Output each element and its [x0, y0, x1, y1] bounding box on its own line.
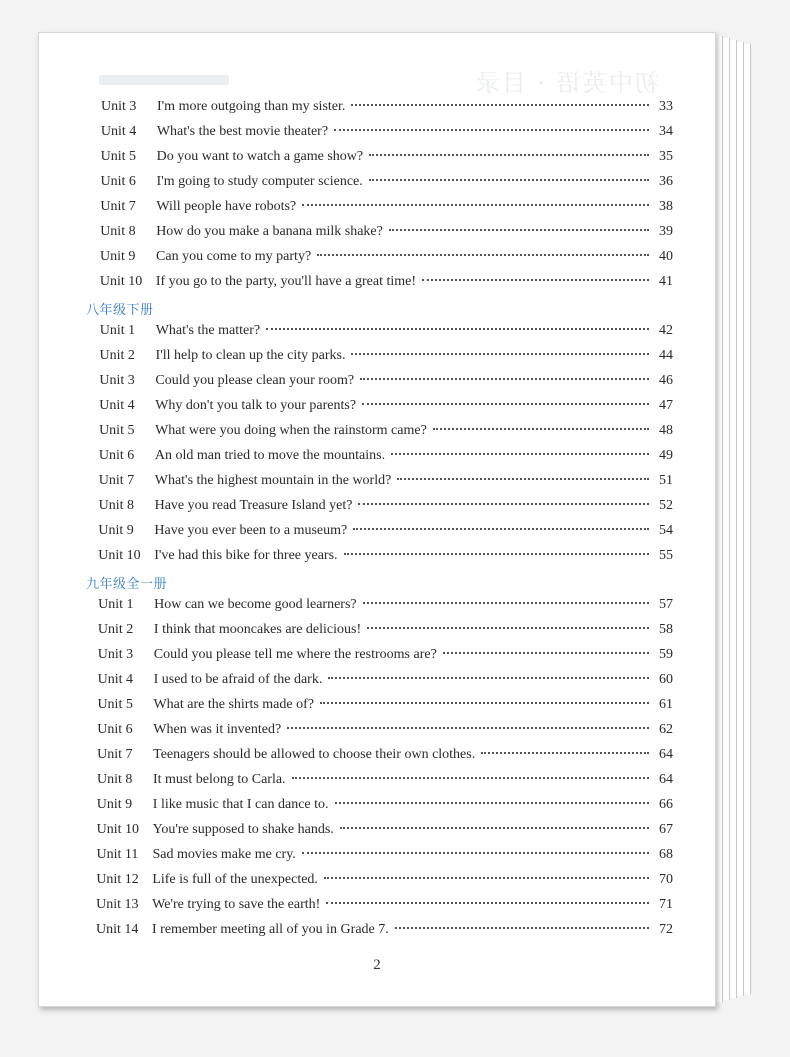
toc-leader-dots: [292, 776, 649, 779]
toc-unit-title: We're trying to save the earth!: [152, 897, 321, 912]
toc-page-number: 64: [658, 772, 673, 787]
toc-page-number: 38: [658, 199, 673, 214]
toc-leader-dots: [363, 601, 649, 604]
toc-unit-title: You're supposed to shake hands.: [152, 822, 334, 837]
toc-row: [97, 822, 673, 844]
toc-row: [98, 597, 673, 619]
toc-unit-label: Unit 11: [96, 847, 139, 862]
toc-unit-label: Unit 6: [100, 174, 136, 189]
toc-unit-label: Unit 10: [96, 822, 140, 837]
toc-unit-title: Teenagers should be allowed to choose their own clothes.: [153, 747, 476, 762]
toc-row: [97, 772, 673, 794]
toc-unit-label: Unit 9: [96, 797, 133, 812]
toc-unit-title: How do you make a banana milk shake?: [156, 224, 383, 239]
toc-page-number: 39: [658, 224, 673, 239]
toc-row: [97, 747, 673, 769]
toc-page-number: 47: [658, 398, 673, 413]
toc-leader-dots: [369, 178, 649, 181]
toc-leader-dots: [367, 626, 649, 629]
toc-unit-label: Unit 13: [96, 897, 139, 912]
toc-unit-label: Unit 6: [97, 722, 133, 737]
toc-unit-label: Unit 7: [100, 199, 136, 214]
toc-row: [96, 847, 673, 869]
toc-leader-dots: [287, 726, 649, 729]
toc-row: [100, 323, 673, 345]
toc-leader-dots: [358, 502, 649, 505]
section-heading: 九年级全一册: [86, 577, 168, 592]
toc-unit-title: I remember meeting all of you in Grade 7.: [152, 922, 389, 937]
toc-row: [98, 523, 673, 545]
toc-unit-label: Unit 4: [99, 398, 135, 413]
toc-unit-title: I used to be afraid of the dark.: [153, 672, 323, 687]
toc-unit-label: Unit 8: [100, 224, 136, 239]
page-stack-edge: [723, 38, 730, 1000]
toc-unit-label: Unit 7: [97, 747, 133, 762]
toc-unit-title: Sad movies make me cry.: [152, 847, 296, 862]
toc-page-number: 35: [658, 149, 673, 164]
toc-leader-dots: [397, 477, 649, 480]
toc-unit-label: Unit 3: [99, 373, 135, 388]
toc-unit-label: Unit 7: [98, 473, 135, 488]
toc-leader-dots: [334, 128, 649, 131]
toc-page-number: 59: [658, 647, 673, 662]
toc-page-number: 41: [658, 274, 673, 289]
toc-leader-dots: [324, 876, 649, 879]
toc-page-number: 62: [658, 722, 673, 737]
toc-unit-title: I'm more outgoing than my sister.: [157, 99, 346, 114]
toc-leader-dots: [320, 701, 649, 704]
toc-row: [97, 797, 673, 819]
toc-row: [99, 398, 673, 420]
toc-unit-label: Unit 6: [98, 448, 135, 463]
toc-row: [99, 473, 673, 495]
toc-page-number: 58: [658, 622, 673, 637]
toc-unit-label: Unit 1: [99, 323, 136, 338]
toc-unit-label: Unit 4: [100, 124, 137, 139]
toc-leader-dots: [326, 901, 649, 904]
toc-leader-dots: [443, 651, 649, 654]
toc-page-number: 44: [658, 348, 673, 363]
toc-page-number: 66: [658, 797, 673, 812]
toc-unit-title: I'll help to clean up the city parks.: [155, 348, 346, 363]
toc-unit-title: Why don't you talk to your parents?: [155, 398, 357, 413]
toc-unit-label: Unit 9: [100, 249, 136, 264]
toc-unit-label: Unit 10: [98, 548, 141, 563]
toc-unit-title: It must belong to Carla.: [152, 772, 286, 787]
toc-leader-dots: [344, 552, 649, 555]
toc-page-number: 46: [658, 373, 673, 388]
toc-leader-dots: [391, 452, 649, 455]
toc-row: [98, 622, 673, 644]
toc-unit-title: Have you read Treasure Island yet?: [154, 498, 353, 513]
header-bleed-through: [99, 61, 699, 95]
toc-unit-label: Unit 2: [99, 348, 135, 363]
toc-row: [100, 274, 673, 296]
toc-page-number: 57: [658, 597, 673, 612]
toc-page-number: 33: [659, 99, 673, 114]
toc-leader-dots: [395, 926, 649, 929]
toc-row: [97, 697, 673, 719]
toc-leader-dots: [335, 801, 649, 804]
toc-row: [101, 149, 673, 171]
toc-unit-label: Unit 1: [98, 597, 134, 612]
toc-row: [100, 224, 673, 246]
page-stack-edge: [737, 42, 744, 996]
toc-page-number: 36: [658, 174, 673, 189]
toc-unit-label: Unit 2: [97, 622, 134, 637]
toc-row: [99, 498, 673, 520]
toc-unit-label: Unit 3: [101, 99, 137, 114]
toc-unit-label: Unit 14: [96, 922, 139, 937]
toc-leader-dots: [302, 203, 649, 206]
toc-unit-title: How can we become good learners?: [154, 597, 357, 612]
header-ghost-text: 初中英语 · 目录: [474, 69, 659, 95]
toc-row: [96, 897, 673, 919]
toc-unit-title: What's the best movie theater?: [156, 124, 329, 139]
toc-unit-title: What's the highest mountain in the world?: [154, 473, 392, 488]
toc-page-number: 40: [658, 249, 673, 264]
book-page: [38, 32, 716, 1007]
toc-leader-dots: [351, 352, 649, 355]
toc-page-number: 72: [659, 922, 673, 937]
toc-page-number: 34: [658, 124, 673, 139]
toc-page-number: 48: [658, 423, 673, 438]
toc-row: [99, 423, 673, 445]
toc-unit-title: Can you come to my party?: [156, 249, 312, 264]
toc-leader-dots: [362, 402, 649, 405]
toc-unit-title: I like music that I can dance to.: [152, 797, 329, 812]
toc-leader-dots: [360, 377, 649, 380]
toc-row: [98, 647, 673, 669]
toc-page-number: 60: [658, 672, 673, 687]
toc-unit-title: An old man tried to move the mountains.: [154, 448, 386, 463]
toc-unit-label: Unit 10: [99, 274, 143, 289]
toc-row: [98, 672, 673, 694]
toc-unit-title: Life is full of the unexpected.: [152, 872, 318, 887]
toc-row: [99, 448, 673, 470]
toc-unit-title: Have you ever been to a museum?: [154, 523, 348, 538]
toc-row: [101, 99, 673, 121]
toc-leader-dots: [266, 327, 649, 330]
toc-unit-title: Do you want to watch a game show?: [156, 149, 364, 164]
toc-row: [96, 922, 673, 944]
toc-page-number: 55: [658, 548, 673, 563]
toc-row: [100, 348, 673, 370]
toc-unit-title: I think that mooncakes are delicious!: [153, 622, 362, 637]
toc-leader-dots: [353, 527, 649, 530]
toc-unit-label: Unit 5: [99, 423, 135, 438]
toc-unit-title: Will people have robots?: [156, 199, 297, 214]
toc-leader-dots: [389, 228, 649, 231]
toc-row: [100, 199, 673, 221]
toc-row: [98, 548, 673, 570]
toc-page-number: 67: [658, 822, 673, 837]
toc-leader-dots: [317, 253, 649, 256]
toc-page-number: 49: [658, 448, 673, 463]
toc-leader-dots: [328, 676, 649, 679]
toc-row: [101, 124, 673, 146]
page-number: 2: [373, 957, 381, 973]
toc-page-number: 42: [658, 323, 673, 338]
toc-leader-dots: [369, 153, 649, 156]
toc-row: [100, 249, 673, 271]
toc-unit-title: Could you please clean your room?: [155, 373, 355, 388]
page-stack-edge: [716, 36, 723, 1002]
toc-unit-title: Could you please tell me where the restrooms are?: [153, 647, 437, 662]
toc-unit-title: I've had this bike for three years.: [154, 548, 338, 563]
toc-leader-dots: [302, 851, 649, 854]
toc-unit-title: What are the shirts made of?: [153, 697, 314, 712]
toc-row: [101, 174, 673, 196]
toc-row: [97, 722, 673, 744]
toc-unit-label: Unit 3: [97, 647, 134, 662]
toc-leader-dots: [481, 751, 649, 754]
toc-page-number: 52: [658, 498, 673, 513]
toc-row: [96, 872, 673, 894]
page-stack-edge: [730, 40, 737, 998]
toc-unit-label: Unit 5: [100, 149, 137, 164]
toc-row: [99, 373, 673, 395]
toc-unit-label: Unit 4: [97, 672, 133, 687]
toc-unit-label: Unit 12: [96, 872, 139, 887]
toc-page-number: 70: [658, 872, 673, 887]
toc-page-number: 68: [658, 847, 673, 862]
toc-page-number: 51: [658, 473, 673, 488]
toc-page-number: 54: [658, 523, 673, 538]
page-stack-edge: [744, 44, 751, 994]
toc-unit-title: If you go to the party, you'll have a great time!: [155, 274, 417, 289]
toc-leader-dots: [351, 103, 649, 106]
toc-unit-label: Unit 9: [98, 523, 134, 538]
toc-unit-label: Unit 5: [97, 697, 133, 712]
toc-leader-dots: [422, 278, 649, 281]
toc-unit-label: Unit 8: [96, 772, 133, 787]
header-ghost-bar: [99, 75, 229, 85]
toc-unit-title: What were you doing when the rainstorm came?: [155, 423, 427, 438]
toc-leader-dots: [433, 427, 649, 430]
toc-unit-title: When was it invented?: [153, 722, 282, 737]
toc-page-number: 71: [658, 897, 673, 912]
section-heading: 八年级下册: [86, 303, 154, 318]
toc-unit-label: Unit 8: [98, 498, 134, 513]
toc-unit-title: What's the matter?: [155, 323, 261, 338]
toc-unit-title: I'm going to study computer science.: [156, 174, 363, 189]
toc-page-number: 61: [658, 697, 673, 712]
toc-page-number: 64: [658, 747, 673, 762]
toc-leader-dots: [340, 826, 649, 829]
